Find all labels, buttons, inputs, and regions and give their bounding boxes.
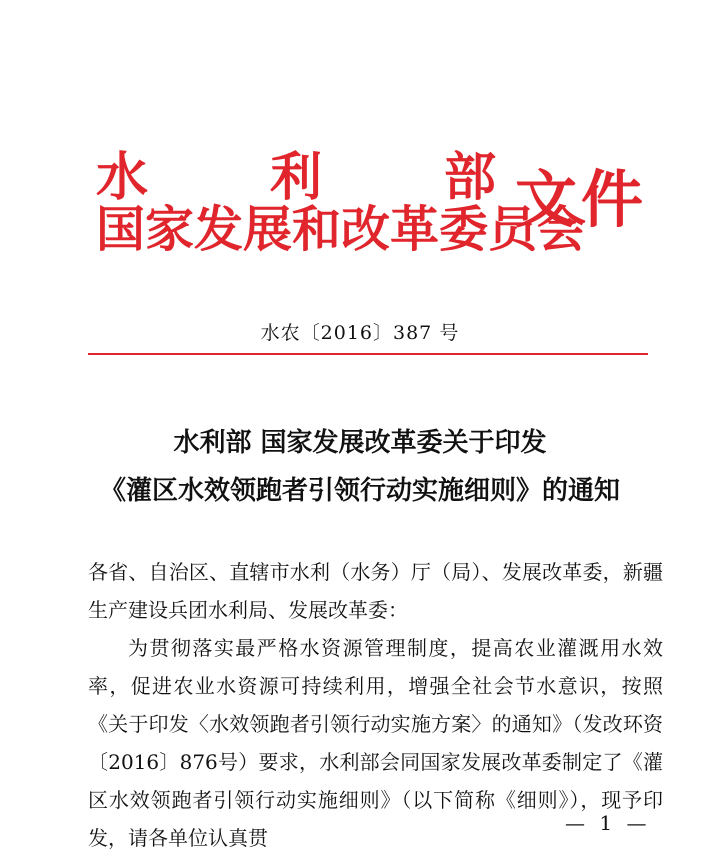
- issuer-ministry-water-resources: [96, 150, 496, 206]
- document-suffix: 文件: [515, 163, 648, 236]
- issuer-char: 利: [269, 148, 322, 208]
- issuer-ndrc: 国家发展和改革委员会: [96, 201, 587, 258]
- issuer-char: 水: [96, 148, 149, 208]
- issuer-char: 部: [443, 148, 496, 208]
- document-number: 水农〔2016〕387 号: [260, 322, 460, 344]
- notice-title-line-2: 《灌区水效领跑者引领行动实施细则》的通知: [99, 476, 620, 506]
- page-number: — 1 —: [565, 811, 651, 835]
- body-paragraph: 为贯彻落实最严格水资源管理制度，提高农业灌溉用水效率，促进农业水资源可持续利用，增强全社会节水意识，按照《关于印发〈水效领跑者引领行动实施方案〉的通知》（发改环资〔2016〕876号）要求，水利部会同国家发展改革委制定了《灌区水效领跑者引领行动实施细则》（以下简称《细则》），现予印发，请各单位认真贯: [88, 636, 663, 850]
- red-divider: [88, 353, 648, 355]
- salutation: 各省、自治区、直辖市水利（水务）厅（局）、发展改革委，新疆生产建设兵团水利局、发展改革委：: [88, 560, 663, 622]
- notice-title-line-1: 水利部 国家发展改革委关于印发: [173, 428, 547, 458]
